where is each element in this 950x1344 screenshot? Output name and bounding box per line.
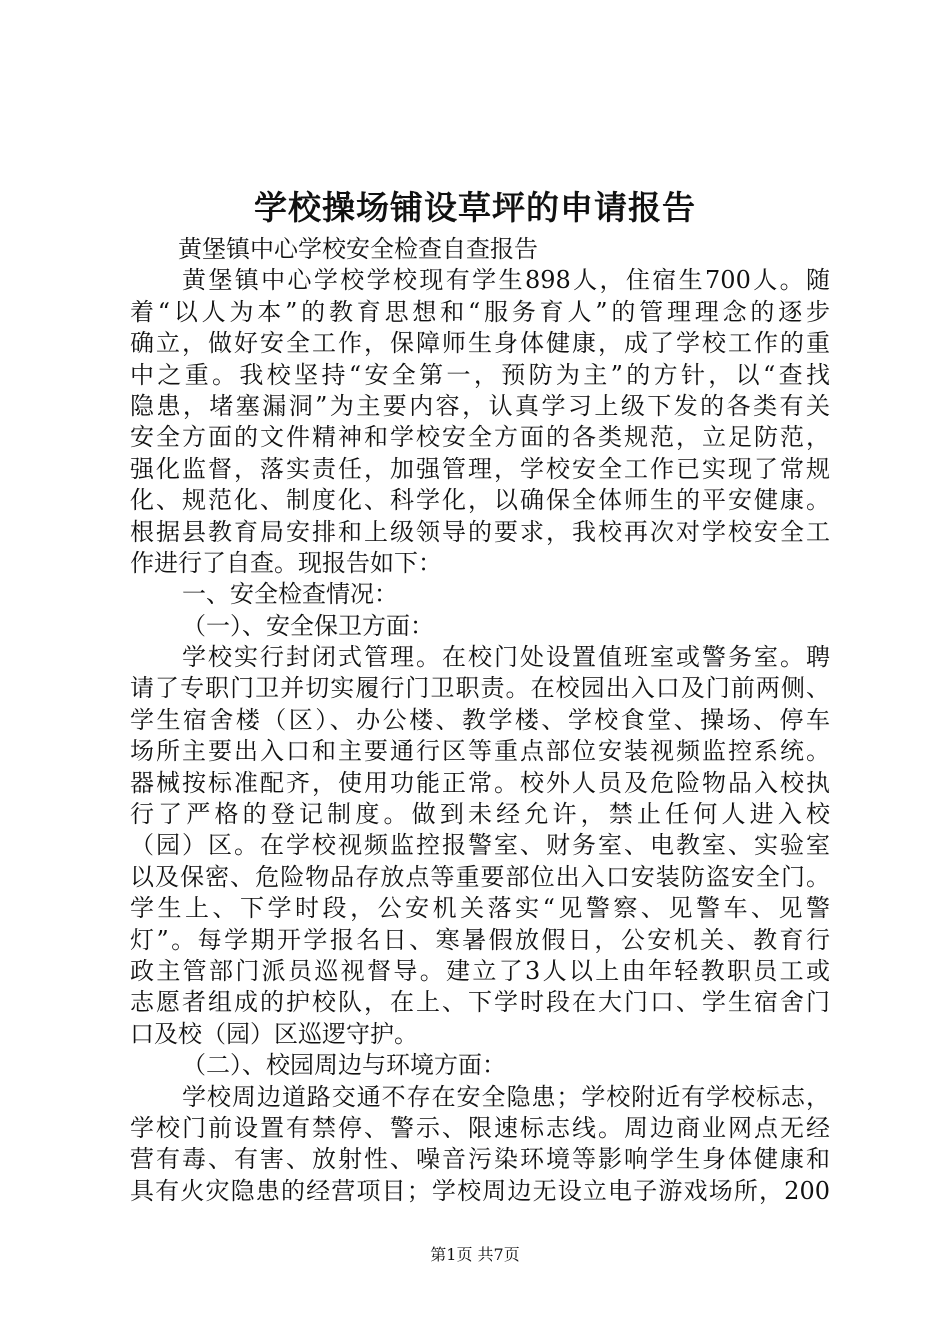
subsection-heading: （二）、校园周边与环境方面： bbox=[182, 1051, 506, 1080]
paragraph-line: 学生宿舍楼（区）、办公楼、教学楼、学校食堂、操场、停车 bbox=[130, 705, 830, 734]
paragraph-line: 政主管部门派员巡视督导。建立了3人以上由年轻教职员工或 bbox=[130, 956, 830, 985]
section-heading: 一、安全检查情况： bbox=[182, 580, 398, 609]
paragraph-line: 场所主要出入口和主要通行区等重点部位安装视频监控系统。 bbox=[130, 737, 830, 766]
page-number-footer: 第1页 共7页 bbox=[430, 1245, 520, 1264]
paragraph-line: （园）区。在学校视频监控报警室、财务室、电教室、实验室 bbox=[130, 831, 830, 860]
paragraph-line: 安全方面的文件精神和学校安全方面的各类规范，立足防范， bbox=[130, 423, 830, 452]
paragraph-line: 口及校（园）区巡逻守护。 bbox=[130, 1019, 418, 1048]
paragraph-line: 化、规范化、制度化、科学化，以确保全体师生的平安健康。 bbox=[130, 486, 830, 515]
paragraph-line: 黄堡镇中心学校学校现有学生898人，住宿生700人。随 bbox=[182, 266, 830, 295]
paragraph-line: 具有火灾隐患的经营项目；学校周边无设立电子游戏场所，200 bbox=[130, 1176, 830, 1205]
paragraph-line: 请了专职门卫并切实履行门卫职责。在校园出入口及门前两侧、 bbox=[130, 674, 830, 703]
paragraph-line: 志愿者组成的护校队，在上、下学时段在大门口、学生宿舍门 bbox=[130, 988, 830, 1017]
paragraph-line: 行了严格的登记制度。做到未经允许，禁止任何人进入校 bbox=[130, 800, 830, 829]
paragraph-line: 根据县教育局安排和上级领导的要求，我校再次对学校安全工 bbox=[130, 517, 830, 546]
paragraph-line: 作进行了自查。现报告如下： bbox=[130, 548, 442, 577]
paragraph-line: 学校实行封闭式管理。在校门处设置值班室或警务室。聘 bbox=[182, 643, 830, 672]
paragraph-line: 器械按标准配齐，使用功能正常。校外人员及危险物品入校执 bbox=[130, 768, 830, 797]
paragraph-line: 以及保密、危险物品存放点等重要部位出入口安装防盗安全门。 bbox=[130, 862, 830, 891]
report-subtitle-line: 黄堡镇中心学校安全检查自查报告 bbox=[178, 235, 538, 263]
paragraph-line: 学生上、下学时段，公安机关落实“见警察、见警车、见警 bbox=[130, 894, 830, 923]
paragraph-line: 强化监督，落实责任，加强管理，学校安全工作已实现了常规 bbox=[130, 454, 830, 483]
paragraph-line: 中之重。我校坚持“安全第一，预防为主”的方针，以“查找 bbox=[130, 360, 830, 389]
paragraph-line: 着“以人为本”的教育思想和“服务育人”的管理理念的逐步 bbox=[130, 297, 830, 326]
paragraph-line: 学校周边道路交通不存在安全隐患；学校附近有学校标志， bbox=[182, 1082, 830, 1111]
document-body bbox=[130, 234, 830, 1207]
subsection-heading: （一）、安全保卫方面： bbox=[182, 611, 434, 640]
paragraph-line: 确立，做好安全工作，保障师生身体健康，成了学校工作的重 bbox=[130, 329, 830, 358]
document-title: 学校操场铺设草坪的申请报告 bbox=[254, 188, 696, 227]
paragraph-line: 学校门前设置有禁停、警示、限速标志线。周边商业网点无经 bbox=[130, 1113, 830, 1142]
paragraph-line: 隐患，堵塞漏洞”为主要内容，认真学习上级下发的各类有关 bbox=[130, 391, 830, 420]
paragraph-line: 营有毒、有害、放射性、噪音污染环境等影响学生身体健康和 bbox=[130, 1145, 830, 1174]
paragraph-line: 灯”。每学期开学报名日、寒暑假放假日，公安机关、教育行 bbox=[130, 925, 830, 954]
